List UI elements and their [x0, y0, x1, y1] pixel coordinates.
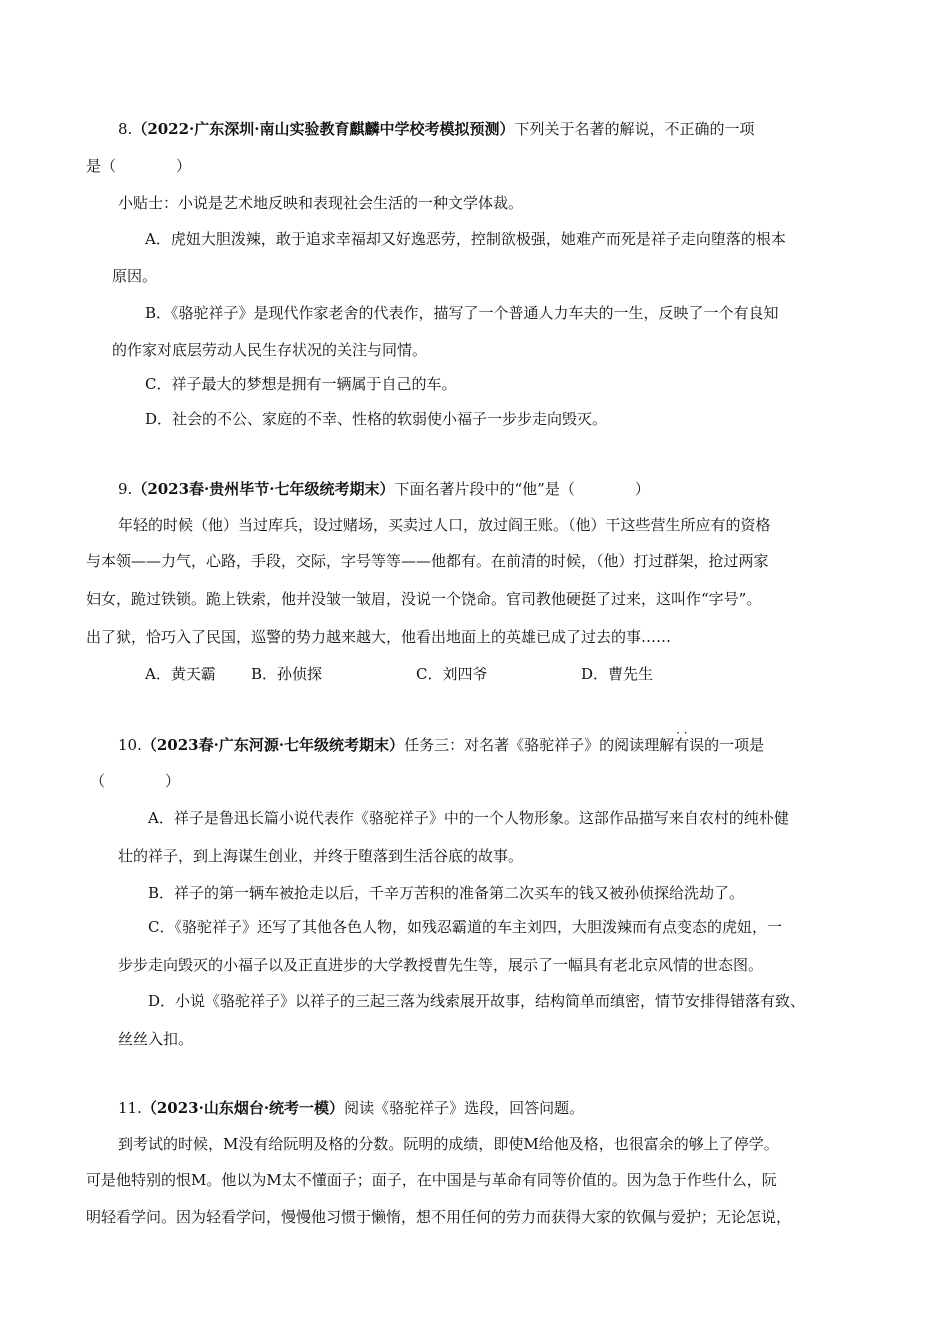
q8-option-c: C．祥子最大的梦想是拥有一辆属于自己的车。	[145, 375, 457, 393]
q8-option-a: A．虎妞大胆泼辣，敢于追求幸福却又好逸恶劳，控制欲极强，她难产而死是祥子走向堕落的根本	[145, 230, 786, 248]
q8-heading	[118, 119, 755, 139]
q8-option-a-cont: 原因。	[112, 267, 158, 285]
q10-option-c: C．《骆驼祥子》还写了其他各色人物，如残忍霸道的车主刘四，大胆泼辣而有点变态的虎妞，一	[148, 918, 782, 936]
q9-stem: 下面名著片段中的“他”是（ ）	[394, 480, 650, 498]
q9-option-a: A．黄天霸	[145, 665, 216, 683]
q9-source: （2023春·贵州毕节·七年级统考期末）	[132, 480, 395, 498]
q9-passage-line-4: 出了狱，恰巧入了民国，巡警的势力越来越大，他看出地面上的英雄已成了过去的事……	[86, 628, 672, 646]
q11-passage-line-2: 可是他特别的恨M。他以为M太不懂面子；面子，在中国是与革命有同等价值的。因为急于作些什么，阮	[86, 1171, 777, 1189]
q8-source: （2022·广东深圳·南山实验教育麒麟中学校考模拟预测）	[132, 120, 515, 138]
q9-option-c: C．刘四爷	[416, 665, 488, 683]
q9-passage-line-2: 与本领——力气，心路，手段，交际，字号等等——他都有。在前清的时候，（他）打过群架，抢过两家	[86, 552, 769, 570]
q10-heading	[118, 735, 764, 755]
q9-option-d: D．曹先生	[581, 665, 654, 683]
q11-source: （2023·山东烟台·统考一模）	[141, 1099, 345, 1117]
q9-number: 9.	[118, 480, 133, 498]
q8-tip: 小贴士：小说是艺术地反映和表现社会生活的一种文学体裁。	[118, 194, 524, 212]
q9-option-b: B．孙侦探	[251, 665, 323, 683]
q11-number: 11.	[118, 1099, 142, 1117]
q10-stem-end: 的一项是	[704, 736, 765, 754]
q11-stem: 阅读《骆驼祥子》选段，回答问题。	[344, 1099, 585, 1117]
q10-stem: 任务三：对名著《骆驼祥子》的阅读理解	[404, 736, 675, 754]
q8-stem-cont: 是（ ）	[86, 157, 192, 175]
q10-option-d-cont: 丝丝入扣。	[118, 1030, 194, 1048]
q8-number: 8.	[118, 120, 133, 138]
q10-option-a-cont: 壮的祥子，到上海谋生创业，并终于堕落到生活谷底的故事。	[118, 847, 524, 865]
q8-option-b-cont: 的作家对底层劳动人民生存状况的关注与同情。	[112, 341, 428, 359]
q8-option-b: B．《骆驼祥子》是现代作家老舍的代表作，描写了一个普通人力车夫的一生，反映了一个有良知	[145, 304, 779, 322]
q9-passage-line-1: 年轻的时候（他）当过库兵，设过赌场，买卖过人口，放过阎王账。（他）干这些营生所应有的资格	[118, 516, 771, 534]
q11-passage-line-1: 到考试的时候，M没有给阮明及格的分数。阮明的成绩，即使M给他及格，也很富余的够上了停学。	[118, 1135, 779, 1153]
q11-passage-line-3: 明轻看学问。因为轻看学问，慢慢他习惯于懒惰，想不用任何的劳力而获得大家的钦佩与爱护；无论怎说，	[86, 1208, 792, 1226]
q10-option-a: A．祥子是鲁迅长篇小说代表作《骆驼祥子》中的一个人物形象。这部作品描写来自农村的纯朴健	[148, 809, 789, 827]
q8-option-d: D．社会的不公、家庭的不幸、性格的软弱使小福子一步步走向毁灭。	[145, 410, 608, 428]
q9-heading	[118, 479, 650, 499]
q10-number: 10.	[118, 736, 142, 754]
q8-stem: 下列关于名著的解说，不正确的一项	[514, 120, 755, 138]
q10-option-c-cont: 步步走向毁灭的小福子以及正直进步的大学教授曹先生等，展示了一幅具有老北京风情的世态图。	[118, 956, 764, 974]
q10-stem-cont: （ ）	[90, 772, 181, 790]
q10-source: （2023春·广东河源·七年级统考期末）	[141, 736, 405, 754]
q11-heading	[118, 1098, 584, 1118]
q10-option-d: D．小说《骆驼祥子》以祥子的三起三落为线索展开故事，结构简单而缜密，情节安排得错落有致、	[148, 992, 806, 1010]
q10-option-b: B．祥子的第一辆车被抢走以后，千辛万苦积的准备第二次买车的钱又被孙侦探给洗劫了。	[148, 884, 745, 902]
q9-passage-line-3: 妇女，跪过铁锁。跪上铁索，他并没皱一皱眉，没说一个饶命。官司教他硬挺了过来，这叫作“字号”。	[86, 590, 762, 608]
q10-emphasis-text: · · 有误	[674, 736, 704, 754]
